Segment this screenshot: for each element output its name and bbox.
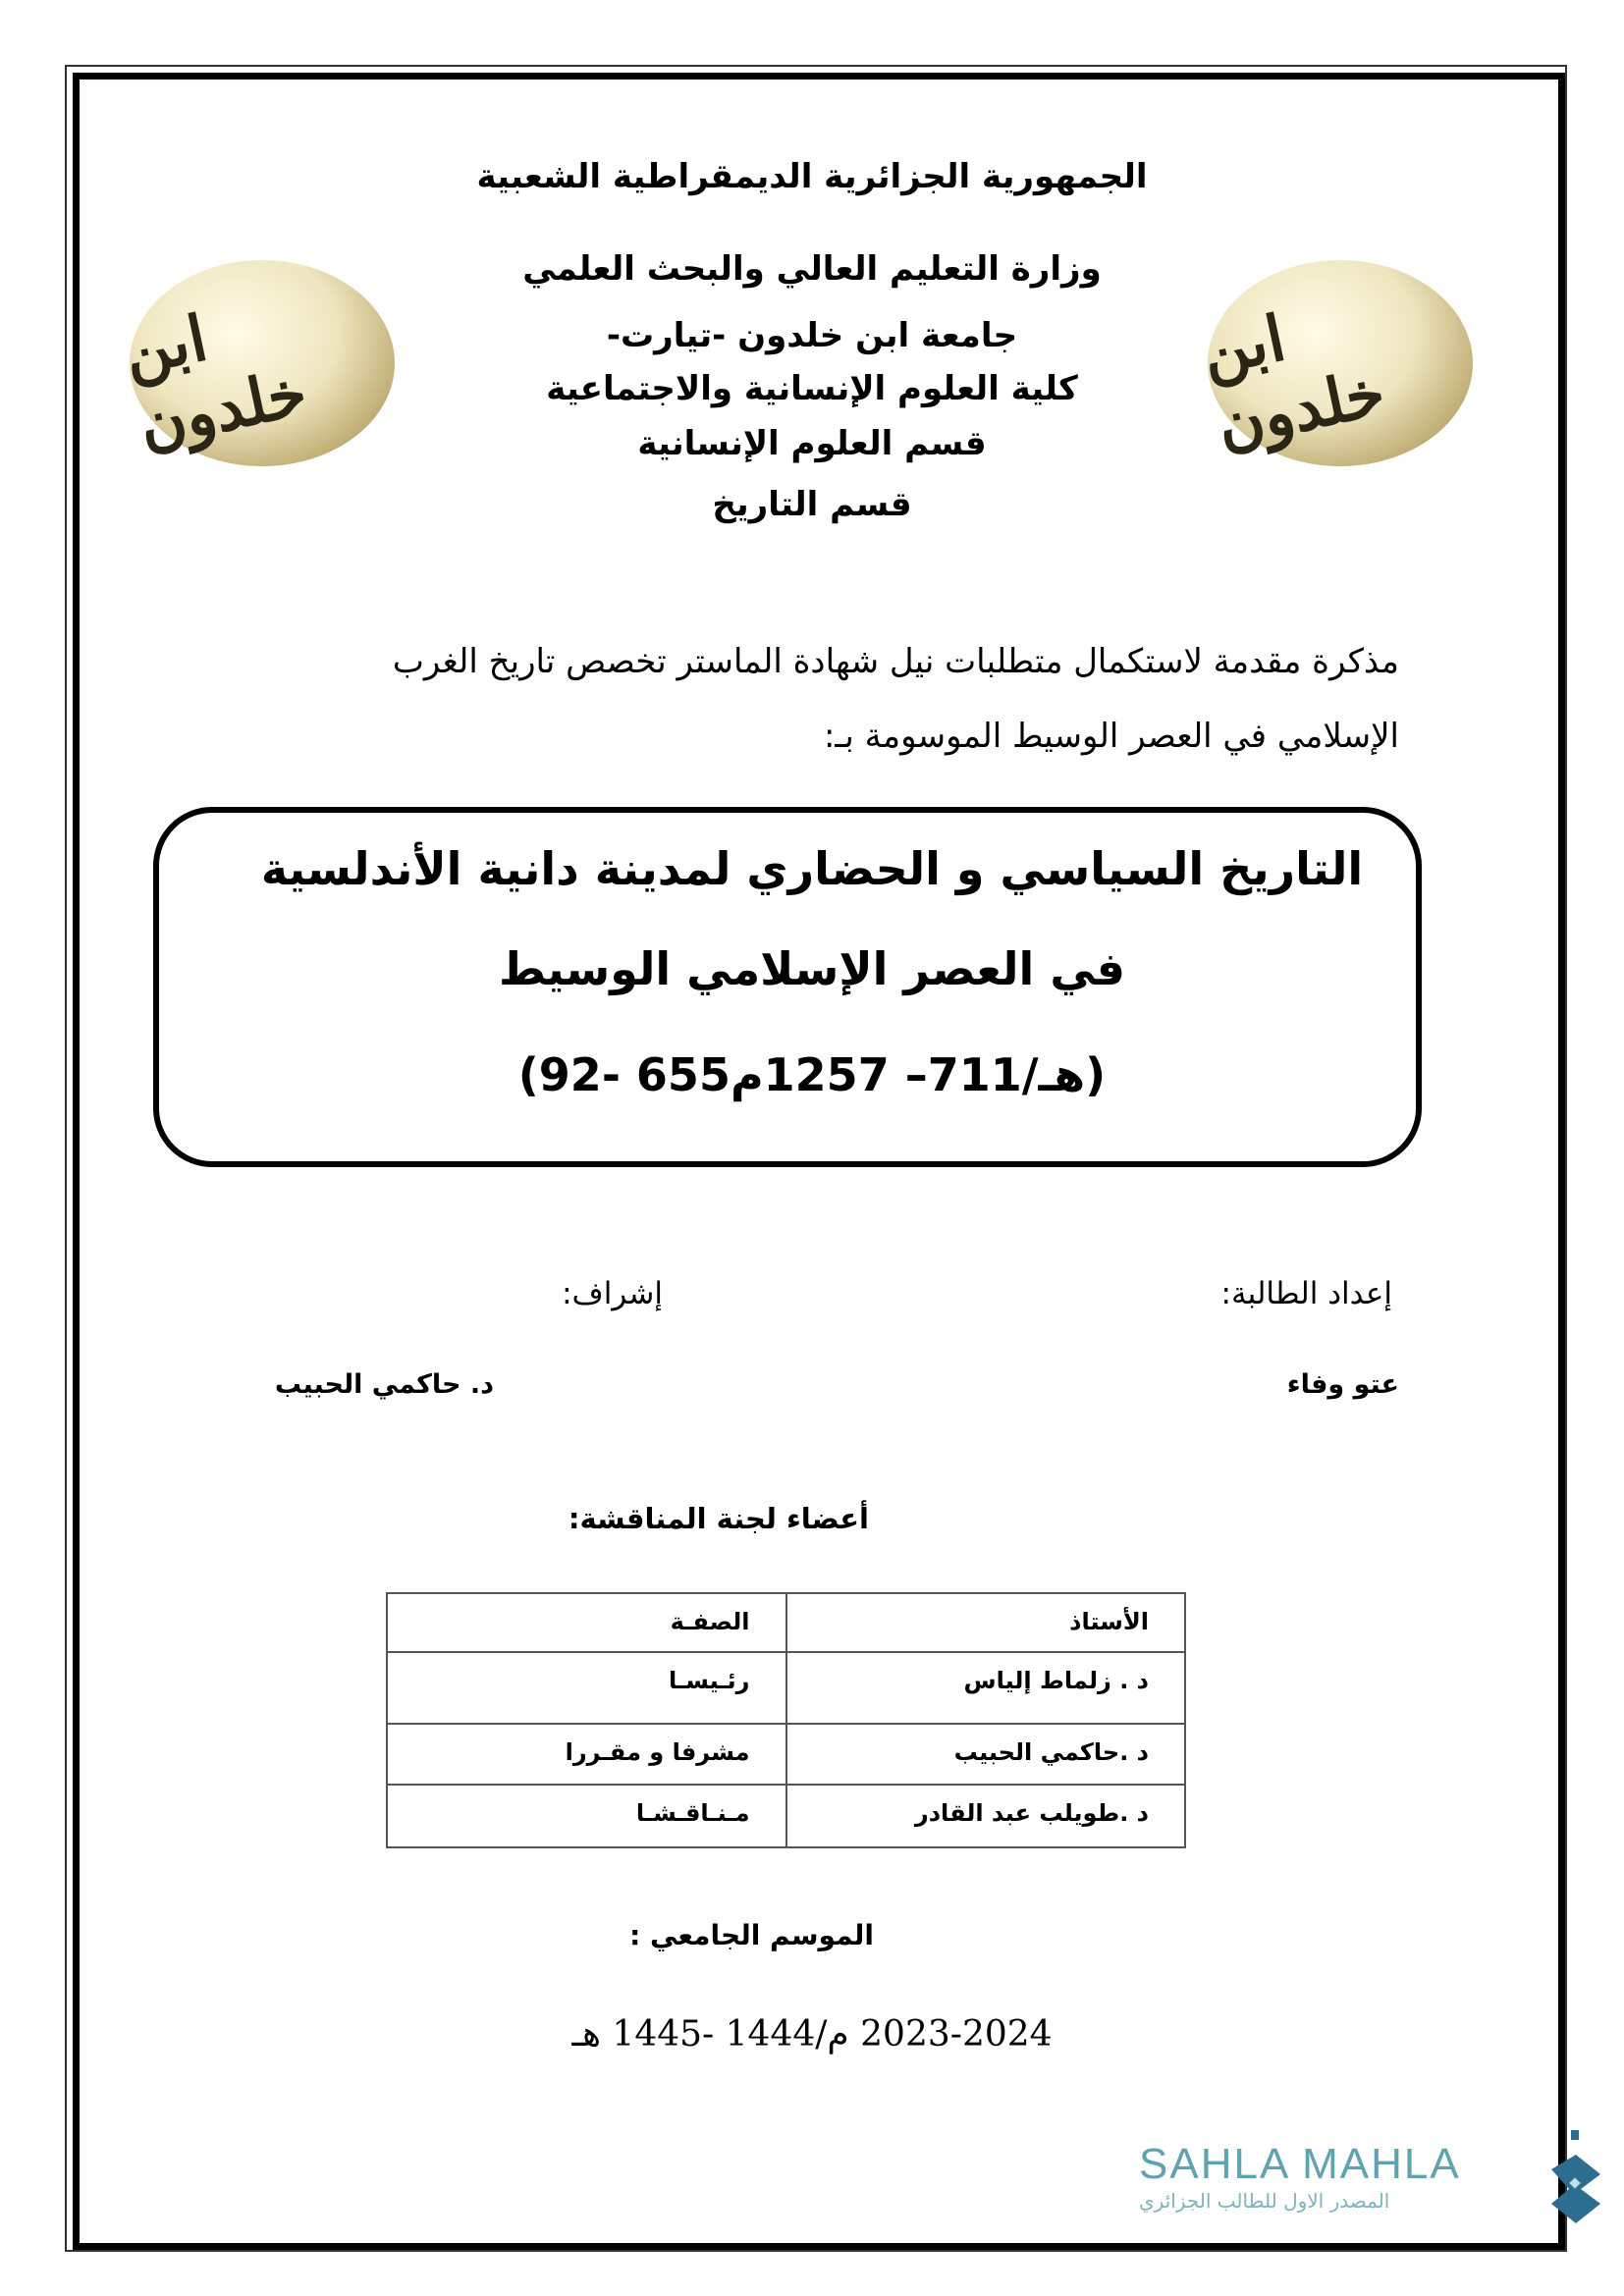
calligraphy-logo-icon (1542, 2130, 1610, 2228)
supervisor-name: د. حاكمي الحبيب (274, 1369, 494, 1400)
supervisor-label: إشراف: (562, 1276, 663, 1311)
table-row (387, 1724, 1185, 1785)
professor-name: د .طويلب عبد القادر (786, 1785, 1186, 1847)
seal-text: ابن خلدون (117, 301, 314, 463)
committee-table (386, 1592, 1186, 1848)
professor-role: مشرفا و مقـررا (387, 1724, 786, 1785)
department-heading: قسم العلوم الإنسانية (637, 424, 987, 463)
watermark-brand: SAHLA MAHLA (1139, 2140, 1461, 2188)
sahla-mahla-watermark (1139, 2140, 1461, 2213)
section-heading: قسم التاريخ (712, 485, 912, 524)
professor-name: د . زلماط إلياس (786, 1652, 1186, 1724)
watermark-tagline: المصدر الاول للطالب الجزائري (1139, 2189, 1390, 2213)
column-header-professor: الأستاذ (786, 1593, 1186, 1652)
faculty-heading: كلية العلوم الإنسانية والاجتماعية (546, 369, 1078, 408)
university-heading: جامعة ابن خلدون -تيارت- (606, 316, 1018, 355)
university-seal-left (117, 260, 395, 466)
table-header-row (387, 1593, 1185, 1652)
thesis-title-dates: (92- 655هـ/711– 1257م) (517, 1048, 1107, 1101)
student-name: عتو وفاء (1286, 1369, 1399, 1400)
professor-role: رئـيسـا (387, 1652, 786, 1724)
season-years: 2023-2024 م/1444 -1445 هـ (571, 2014, 1053, 2055)
ministry-heading: وزارة التعليم العالي والبحث العلمي (522, 249, 1102, 289)
table-row (387, 1785, 1185, 1847)
table-row (387, 1652, 1185, 1724)
student-label: إعداد الطالبة: (1220, 1276, 1392, 1311)
column-header-role: الصفـة (387, 1593, 786, 1652)
thesis-title-line-2: في العصر الإسلامي الوسيط (498, 942, 1125, 995)
season-label: الموسم الجامعي : (629, 1919, 874, 1951)
professor-name: د .حاكمي الحبيب (786, 1724, 1186, 1785)
memo-line-2: الإسلامي في العصر الوسيط الموسومة بـ: (823, 717, 1399, 756)
republic-heading: الجمهورية الجزائرية الديمقراطية الشعبية (476, 157, 1148, 196)
committee-heading: أعضاء لجنة المناقشة: (568, 1502, 869, 1535)
university-seal-right (1195, 260, 1473, 466)
thesis-title-line-1: التاريخ السياسي و الحضاري لمدينة دانية الأندلسية (260, 842, 1364, 895)
professor-role: مـنـاقـشـا (387, 1785, 786, 1847)
memo-line-1: مذكرة مقدمة لاستكمال متطلبات نيل شهادة الماستر تخصص تاريخ الغرب (392, 642, 1399, 681)
seal-text: ابن خلدون (1195, 301, 1392, 463)
